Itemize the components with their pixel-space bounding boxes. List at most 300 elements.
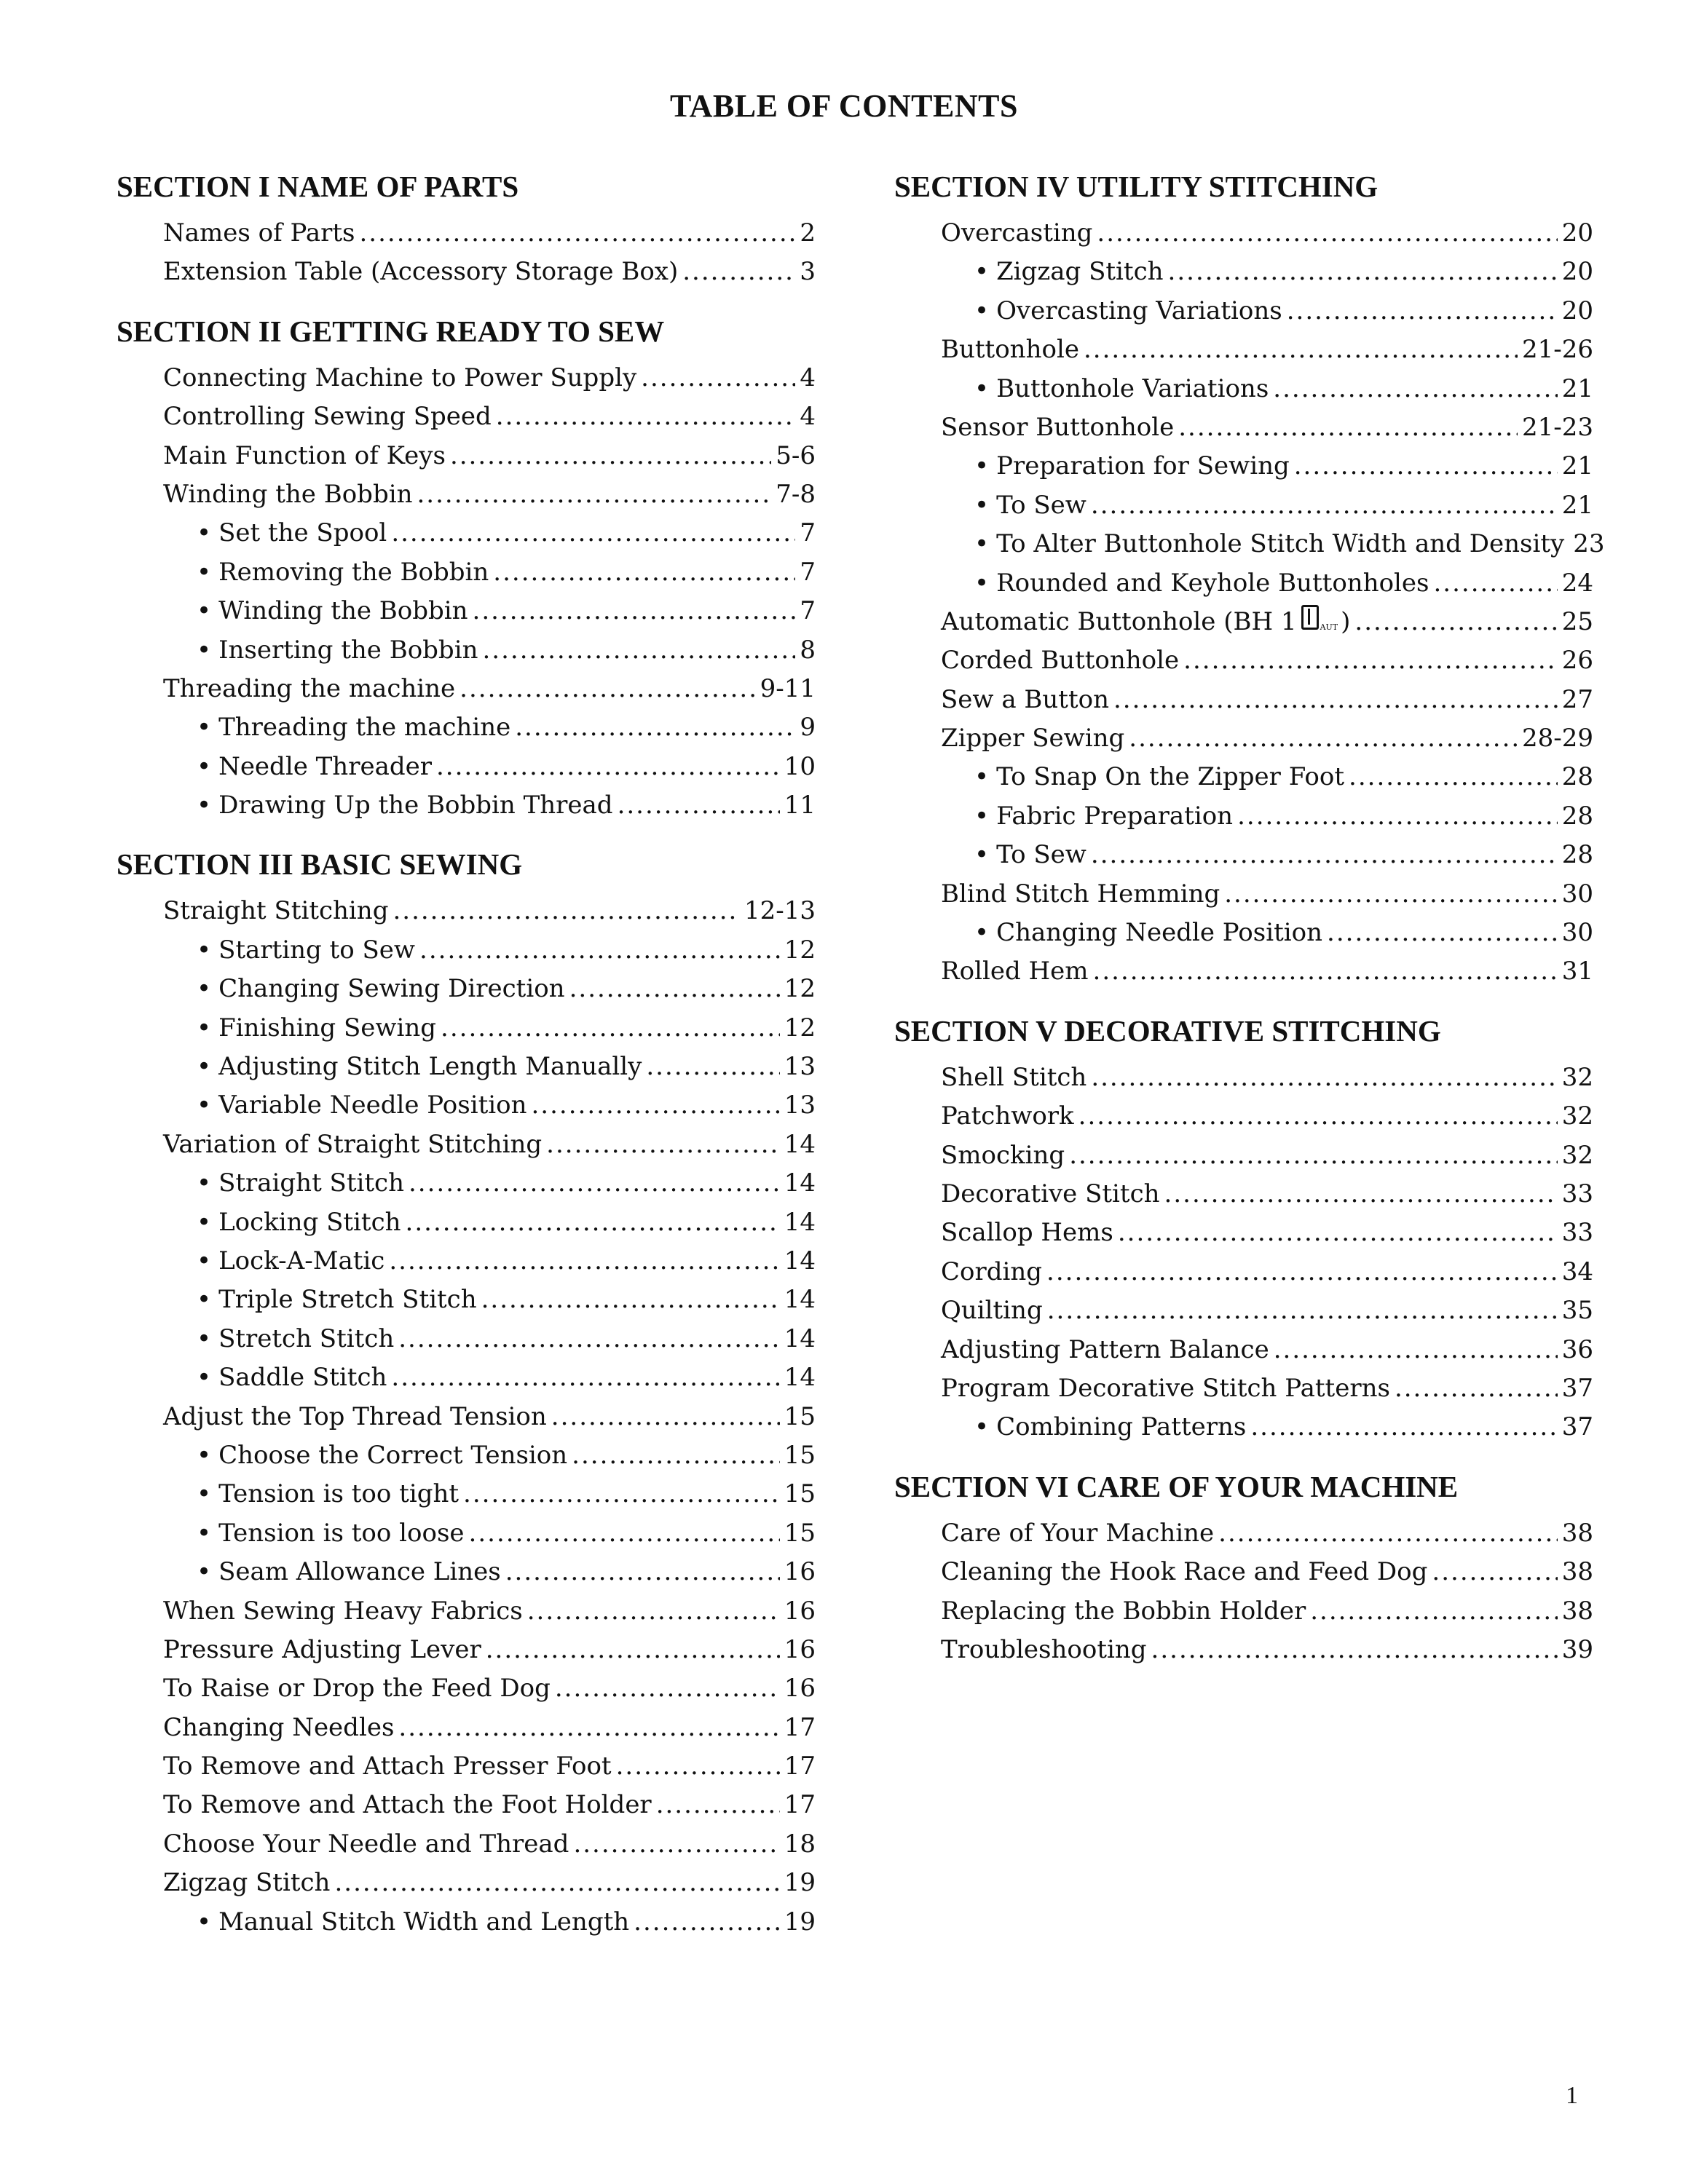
entry-page-number: 38 — [1561, 1557, 1593, 1587]
entry-label: Troubleshooting — [941, 1634, 1147, 1664]
entry-page-number: 21 — [1561, 490, 1593, 520]
entry-label: Threading the machine — [163, 673, 456, 703]
entry-label: Program Decorative Stitch Patterns — [941, 1373, 1390, 1403]
entry-page-number: 3 — [800, 257, 816, 287]
entry-label: Quilting — [941, 1296, 1043, 1326]
toc-entry-overcasting-variations[interactable] — [974, 292, 1593, 331]
toc-entry-to-raise-or-drop-the-feed-dog[interactable] — [163, 1669, 816, 1708]
entry-page-number: 16 — [784, 1634, 816, 1664]
entry-label: Automatic Buttonhole (BH 1 — [941, 606, 1297, 636]
dot-leader — [1047, 1291, 1558, 1330]
dot-leader — [481, 1281, 780, 1319]
bullet-icon: • — [974, 529, 990, 559]
toc-entry-fabric-preparation[interactable] — [974, 797, 1593, 836]
bullet-icon: • — [197, 1246, 212, 1275]
entry-label: To Sew — [996, 840, 1086, 870]
entry-label: Overcasting — [941, 218, 1093, 248]
toc-entry-connecting-machine-to-power-supply[interactable] — [163, 359, 816, 397]
toc-entry-saddle-stitch[interactable] — [197, 1358, 816, 1397]
right-column — [894, 166, 1605, 1688]
bullet-icon: • — [974, 373, 990, 403]
toc-entry-lock-a-matic[interactable] — [197, 1242, 816, 1281]
entry-label: To Raise or Drop the Feed Dog — [163, 1674, 551, 1704]
entry-label: Patchwork — [941, 1101, 1074, 1131]
entry-label: Buttonhole — [941, 335, 1079, 365]
entry-label: Sensor Buttonhole — [941, 412, 1175, 442]
entry-page-number: 18 — [784, 1829, 816, 1859]
entry-label: To Sew — [996, 490, 1086, 520]
toc-entry-finishing-sewing[interactable] — [197, 1009, 816, 1048]
entry-page-number: 13 — [784, 1091, 816, 1120]
bullet-icon: • — [197, 1518, 212, 1548]
entry-label: Triple Stretch Stitch — [218, 1285, 477, 1315]
entry-label: Changing Sewing Direction — [218, 974, 565, 1004]
dot-leader — [656, 1786, 780, 1824]
bullet-icon: • — [974, 762, 990, 792]
toc-entry-starting-to-sew[interactable] — [197, 931, 816, 970]
toc-entry-locking-stitch[interactable] — [197, 1203, 816, 1242]
entry-page-number: 7 — [800, 518, 816, 548]
entry-page-number: 24 — [1561, 568, 1593, 598]
dot-leader — [555, 1669, 780, 1708]
entry-label: Cleaning the Hook Race and Feed Dog — [941, 1557, 1428, 1587]
entry-page-number: 37 — [1561, 1373, 1593, 1403]
toc-entry-replacing-the-bobbin-holder[interactable] — [941, 1592, 1593, 1631]
entry-label: Tension is too loose — [218, 1518, 465, 1548]
entry-label: Shell Stitch — [941, 1062, 1087, 1092]
entry-page-number: 32 — [1561, 1062, 1593, 1092]
toc-entry-pressure-adjusting-lever[interactable] — [163, 1631, 816, 1669]
entry-page-number: 34 — [1561, 1257, 1593, 1286]
entry-page-number: 14 — [784, 1285, 816, 1315]
entry-label: Pressure Adjusting Lever — [163, 1634, 481, 1664]
entry-label: Sew a Button — [941, 684, 1109, 714]
bullet-icon: • — [197, 974, 212, 1004]
toc-entry-troubleshooting[interactable] — [941, 1631, 1593, 1669]
bullet-icon: • — [197, 1440, 212, 1470]
section-heading: SECTION VI CARE OF YOUR MACHINE — [894, 1469, 1459, 1503]
entry-label: Locking Stitch — [218, 1207, 401, 1237]
bullet-icon: • — [197, 1907, 212, 1936]
dot-leader — [493, 553, 795, 592]
dot-leader — [1395, 1369, 1558, 1408]
dot-leader — [532, 1086, 780, 1125]
dot-leader — [1069, 1136, 1558, 1175]
entry-page-number: 33 — [1561, 1218, 1593, 1248]
toc-entry-names-of-parts[interactable] — [163, 214, 816, 253]
buttonhole-icon — [1301, 605, 1319, 630]
toc-entry-inserting-the-bobbin[interactable] — [197, 631, 816, 670]
entry-label: Seam Allowance Lines — [218, 1557, 501, 1587]
entry-page-number: 37 — [1561, 1412, 1593, 1442]
entry-page-number: 11 — [784, 791, 816, 820]
section-heading: SECTION II GETTING READY TO SEW — [117, 314, 665, 348]
entry-page-number: 14 — [784, 1324, 816, 1353]
entry-label: When Sewing Heavy Fabrics — [163, 1596, 523, 1626]
entry-page-number: 16 — [784, 1674, 816, 1704]
dot-leader — [1250, 1408, 1557, 1447]
toc-entry-care-of-your-machine[interactable] — [941, 1514, 1593, 1553]
dot-leader — [1349, 758, 1558, 796]
dot-leader — [460, 670, 755, 708]
toc-entry-zigzag-stitch[interactable] — [974, 253, 1593, 291]
dot-leader — [1218, 1514, 1558, 1553]
entry-label: Choose the Correct Tension — [218, 1440, 568, 1470]
toc-entry-tension-is-too-tight[interactable] — [197, 1475, 816, 1514]
entry-page-number: 13 — [784, 1052, 816, 1082]
dot-leader — [1237, 797, 1558, 836]
entry-label: Connecting Machine to Power Supply — [163, 363, 637, 392]
dot-leader — [1310, 1592, 1558, 1631]
entry-page-number: 12-13 — [744, 896, 816, 926]
dot-leader — [391, 514, 795, 553]
dot-leader — [1294, 447, 1558, 486]
entry-label: Choose Your Needle and Thread — [163, 1829, 569, 1859]
bullet-icon: • — [197, 935, 212, 965]
bullet-icon: • — [197, 1324, 212, 1353]
dot-leader — [1129, 719, 1518, 758]
entry-page-number: 8 — [800, 635, 816, 665]
dot-leader — [417, 475, 771, 514]
entry-label: Manual Stitch Width and Length — [218, 1907, 630, 1936]
toc-entry-threading-the-machine[interactable] — [163, 670, 816, 708]
toc-entry-to-alter-buttonhole-stitch-width-and-density[interactable] — [974, 525, 1605, 563]
entry-label: Changing Needles — [163, 1712, 395, 1742]
entry-label: Variation of Straight Stitching — [163, 1129, 543, 1159]
dot-leader — [573, 1825, 779, 1864]
entry-page-number: 2 — [800, 218, 816, 248]
entry-page-number: 28-29 — [1521, 724, 1593, 753]
toc-entry-stretch-stitch[interactable] — [197, 1320, 816, 1358]
entry-label: To Remove and Attach Presser Foot — [163, 1752, 612, 1781]
entry-label: Finishing Sewing — [218, 1013, 437, 1042]
entry-page-number: 12 — [784, 935, 816, 965]
entry-label: Drawing Up the Bobbin Thread — [218, 791, 613, 820]
dot-leader — [515, 708, 795, 747]
entry-page-number: 12 — [784, 974, 816, 1004]
toc-entry-main-function-of-keys[interactable] — [163, 437, 816, 475]
dot-leader — [569, 970, 780, 1008]
bullet-icon: • — [197, 1557, 212, 1587]
toc-entry-sew-a-button[interactable] — [941, 681, 1593, 719]
entry-page-number: 17 — [784, 1752, 816, 1781]
entry-label: Smocking — [941, 1140, 1065, 1170]
entry-page-number: 7 — [800, 596, 816, 626]
entry-label: Straight Stitching — [163, 896, 389, 926]
bullet-icon: • — [197, 1207, 212, 1237]
entry-label: Threading the machine — [218, 713, 511, 743]
entry-label: Removing the Bobbin — [218, 557, 489, 587]
entry-label: Saddle Stitch — [218, 1363, 387, 1393]
toc-entry-cleaning-the-hook-race-and-feed-dog[interactable] — [941, 1553, 1593, 1591]
entry-page-number: 16 — [784, 1596, 816, 1626]
entry-page-number: 12 — [784, 1013, 816, 1042]
left-column — [117, 166, 816, 1961]
entry-page-number: 4 — [800, 402, 816, 432]
toc-entry-quilting[interactable] — [941, 1291, 1593, 1330]
entry-label: To Alter Buttonhole Stitch Width and Density — [996, 529, 1565, 559]
entry-label: Lock-A-Matic — [218, 1246, 385, 1275]
entry-page-number: 28 — [1561, 801, 1593, 831]
toc-entry-cording[interactable] — [941, 1253, 1593, 1291]
entry-page-number: 20 — [1561, 218, 1593, 248]
dot-leader — [463, 1475, 780, 1514]
entry-label: Winding the Bobbin — [218, 596, 468, 626]
toc-entry-adjusting-stitch-length-manually[interactable] — [197, 1048, 816, 1086]
entry-label: Changing Needle Position — [996, 918, 1323, 948]
dot-leader — [1097, 214, 1557, 253]
entry-page-number: 32 — [1561, 1140, 1593, 1170]
section-heading: SECTION III BASIC SEWING — [117, 847, 523, 882]
toc-entry-changing-sewing-direction[interactable] — [197, 970, 816, 1008]
page-number: 1 — [1566, 2082, 1578, 2109]
toc-entry-to-sew[interactable] — [974, 836, 1593, 874]
entry-page-number: 35 — [1561, 1296, 1593, 1326]
entry-page-number: 25 — [1561, 606, 1593, 636]
entry-page-number: 38 — [1561, 1596, 1593, 1626]
toc-entry-seam-allowance-lines[interactable] — [197, 1553, 816, 1591]
bullet-icon: • — [197, 1363, 212, 1393]
toc-entry-to-remove-and-attach-the-foot-holder[interactable] — [163, 1786, 816, 1824]
dot-leader — [682, 253, 795, 291]
bullet-icon: • — [974, 840, 990, 870]
entry-page-number: 19 — [784, 1868, 816, 1898]
dot-leader — [616, 1747, 780, 1786]
bullet-icon: • — [974, 296, 990, 325]
toc-entry-threading-the-machine[interactable] — [197, 708, 816, 747]
entry-page-number: 21-26 — [1521, 335, 1593, 365]
dot-leader — [473, 592, 796, 630]
toc-entry-when-sewing-heavy-fabrics[interactable] — [163, 1592, 816, 1631]
toc-entry-set-the-spool[interactable] — [197, 514, 816, 553]
dot-leader — [1287, 292, 1558, 331]
dot-leader — [1274, 1331, 1558, 1369]
dot-leader — [1091, 1059, 1557, 1097]
entry-label: Extension Table (Accessory Storage Box) — [163, 257, 679, 287]
dot-leader — [391, 1358, 779, 1397]
toc-entry-winding-the-bobbin[interactable] — [163, 475, 816, 514]
section-heading: SECTION V DECORATIVE STITCHING — [894, 1013, 1441, 1048]
entry-page-number: 7-8 — [776, 479, 816, 509]
bullet-icon: • — [197, 1013, 212, 1042]
entry-page-number: 9 — [800, 713, 816, 743]
toc-entry-decorative-stitch[interactable] — [941, 1175, 1593, 1214]
dot-leader — [1178, 408, 1518, 447]
entry-page-number: 14 — [784, 1129, 816, 1159]
toc-entry-overcasting[interactable] — [941, 214, 1593, 253]
bullet-icon: • — [974, 801, 990, 831]
dot-leader — [1078, 1097, 1558, 1136]
entry-label: Replacing the Bobbin Holder — [941, 1596, 1306, 1626]
toc-entry-shell-stitch[interactable] — [941, 1059, 1593, 1097]
toc-entry-to-remove-and-attach-presser-foot[interactable] — [163, 1747, 816, 1786]
entry-page-number: 10 — [784, 751, 816, 781]
dot-leader — [1084, 331, 1518, 369]
toc-entry-program-decorative-stitch-patterns[interactable] — [941, 1369, 1593, 1408]
entry-label: Straight Stitch — [218, 1168, 404, 1198]
bullet-icon: • — [974, 1412, 990, 1442]
entry-page-number: 20 — [1561, 296, 1593, 325]
entry-label: Overcasting Variations — [996, 296, 1282, 325]
dot-leader — [1151, 1631, 1558, 1669]
entry-label: Needle Threader — [218, 751, 432, 781]
entry-page-number: 19 — [784, 1907, 816, 1936]
entry-label: Zigzag Stitch — [996, 257, 1164, 287]
dot-leader — [469, 1514, 780, 1553]
toc-entry-buttonhole[interactable] — [941, 331, 1593, 369]
toc-entry-zipper-sewing[interactable] — [941, 719, 1593, 758]
toc-section — [894, 166, 1605, 992]
dot-leader — [1113, 681, 1558, 719]
page-title: TABLE OF CONTENTS — [670, 88, 1018, 124]
bullet-icon: • — [197, 1168, 212, 1198]
dot-leader — [486, 1631, 780, 1669]
bullet-icon: • — [974, 490, 990, 520]
dot-leader — [419, 931, 780, 970]
toc-entry-straight-stitch[interactable] — [197, 1164, 816, 1203]
toc-entry-changing-needles[interactable] — [163, 1709, 816, 1747]
entry-page-number: 23 — [1573, 529, 1605, 559]
entry-label: To Snap On the Zipper Foot — [996, 762, 1345, 792]
dot-leader — [1118, 1214, 1558, 1252]
dot-leader — [527, 1592, 780, 1631]
dot-leader — [1168, 253, 1558, 291]
dot-leader — [450, 437, 771, 475]
toc-entry-variation-of-straight-stitching[interactable] — [163, 1125, 816, 1164]
toc-entry-variable-needle-position[interactable] — [197, 1086, 816, 1125]
entry-page-number: 14 — [784, 1168, 816, 1198]
toc-entry-corded-buttonhole[interactable] — [941, 641, 1593, 680]
dot-leader — [1273, 370, 1557, 408]
toc-entry-winding-the-bobbin[interactable] — [197, 592, 816, 630]
toc-entry-to-snap-on-the-zipper-foot[interactable] — [974, 758, 1593, 796]
entry-page-number: 31 — [1561, 957, 1593, 986]
entry-page-number: 21 — [1561, 451, 1593, 481]
bullet-icon: • — [197, 1285, 212, 1315]
dot-leader — [505, 1553, 780, 1591]
dot-leader — [1091, 836, 1558, 874]
dot-leader — [546, 1125, 780, 1164]
toc-section — [894, 1010, 1593, 1447]
dot-leader — [1093, 952, 1558, 991]
entry-page-number: 28 — [1561, 762, 1593, 792]
dot-leader — [389, 1242, 779, 1281]
entry-label: Preparation for Sewing — [996, 451, 1290, 481]
toc-entry-controlling-sewing-speed[interactable] — [163, 397, 816, 436]
toc-entry-rounded-and-keyhole-buttonholes[interactable] — [974, 564, 1593, 603]
dot-leader — [1327, 914, 1558, 952]
toc-entry-tension-is-too-loose[interactable] — [197, 1514, 816, 1553]
entry-label: Stretch Stitch — [218, 1324, 395, 1353]
toc-entry-needle-threader[interactable] — [197, 748, 816, 786]
entry-label: Controlling Sewing Speed — [163, 402, 492, 432]
entry-label: Variable Needle Position — [218, 1091, 527, 1120]
toc-entry-sensor-buttonhole[interactable] — [941, 408, 1593, 447]
entry-label: Starting to Sew — [218, 935, 416, 965]
toc-section — [117, 844, 816, 1942]
bullet-icon: • — [974, 257, 990, 287]
dot-leader — [1434, 564, 1558, 603]
entry-page-number: 27 — [1561, 684, 1593, 714]
toc-entry-automatic-buttonhole-bh-1[interactable] — [941, 603, 1593, 641]
entry-label: Adjusting Stitch Length Manually — [218, 1052, 642, 1082]
entry-label: To Remove and Attach the Foot Holder — [163, 1790, 652, 1820]
bullet-icon: • — [197, 518, 212, 548]
toc-entry-to-sew[interactable] — [974, 486, 1593, 525]
toc-entry-combining-patterns[interactable] — [974, 1408, 1593, 1447]
bullet-icon: • — [197, 1052, 212, 1082]
bullet-icon: • — [197, 635, 212, 665]
entry-label: Cording — [941, 1257, 1043, 1286]
dot-leader — [641, 359, 795, 397]
dot-leader — [398, 1709, 779, 1747]
entry-page-number: 26 — [1561, 646, 1593, 676]
toc-entry-zigzag-stitch[interactable] — [163, 1864, 816, 1902]
dot-leader — [409, 1164, 780, 1203]
entry-label: Corded Buttonhole — [941, 646, 1180, 676]
toc-entry-rolled-hem[interactable] — [941, 952, 1593, 991]
entry-page-number: 39 — [1561, 1634, 1593, 1664]
dot-leader — [1164, 1175, 1558, 1214]
toc-entry-adjusting-pattern-balance[interactable] — [941, 1331, 1593, 1369]
entry-page-number: 16 — [784, 1557, 816, 1587]
entry-label: Main Function of Keys — [163, 440, 446, 470]
toc-entry-blind-stitch-hemming[interactable] — [941, 875, 1593, 914]
dot-leader — [406, 1203, 780, 1242]
toc-entry-choose-the-correct-tension[interactable] — [197, 1436, 816, 1475]
entry-label: Zigzag Stitch — [163, 1868, 331, 1898]
toc-entry-changing-needle-position[interactable] — [974, 914, 1593, 952]
toc-entry-manual-stitch-width-and-length[interactable] — [197, 1903, 816, 1942]
bullet-icon: • — [197, 596, 212, 626]
entry-label: Rounded and Keyhole Buttonholes — [996, 568, 1429, 598]
entry-label: Scallop Hems — [941, 1218, 1113, 1248]
bullet-icon: • — [197, 713, 212, 743]
entry-label: Adjust the Top Thread Tension — [163, 1401, 547, 1431]
entry-page-number: 17 — [784, 1790, 816, 1820]
entry-label: Set the Spool — [218, 518, 387, 548]
toc-entry-scallop-hems[interactable] — [941, 1214, 1593, 1252]
entry-page-number: 30 — [1561, 918, 1593, 948]
entry-page-number: 32 — [1561, 1101, 1593, 1131]
toc-entry-buttonhole-variations[interactable] — [974, 370, 1593, 408]
toc-entry-removing-the-bobbin[interactable] — [197, 553, 816, 592]
toc-entry-adjust-the-top-thread-tension[interactable] — [163, 1398, 816, 1436]
dot-leader — [393, 892, 740, 930]
section-heading: SECTION I NAME OF PARTS — [117, 170, 519, 203]
toc-entry-straight-stitching[interactable] — [163, 892, 816, 930]
toc-entry-preparation-for-sewing[interactable] — [974, 447, 1593, 486]
toc-entry-patchwork[interactable] — [941, 1097, 1593, 1136]
entry-label: Fabric Preparation — [996, 801, 1234, 831]
dot-leader — [646, 1048, 779, 1086]
entry-page-number: 9-11 — [760, 673, 816, 703]
entry-page-number: 33 — [1561, 1179, 1593, 1208]
entry-page-number: 14 — [784, 1363, 816, 1393]
toc-entry-choose-your-needle-and-thread[interactable] — [163, 1825, 816, 1864]
toc-section — [117, 311, 816, 826]
dot-leader — [572, 1436, 780, 1475]
dot-leader — [551, 1398, 780, 1436]
entry-label: Care of Your Machine — [941, 1518, 1215, 1548]
entry-label: Buttonhole Variations — [996, 373, 1269, 403]
entry-label: Names of Parts — [163, 218, 355, 248]
toc-entry-smocking[interactable] — [941, 1136, 1593, 1175]
toc-entry-extension-table-accessory-storage-box[interactable] — [163, 253, 816, 291]
dot-leader — [1224, 875, 1558, 914]
toc-entry-triple-stretch-stitch[interactable] — [197, 1281, 816, 1319]
toc-entry-drawing-up-the-bobbin-thread[interactable] — [197, 786, 816, 825]
